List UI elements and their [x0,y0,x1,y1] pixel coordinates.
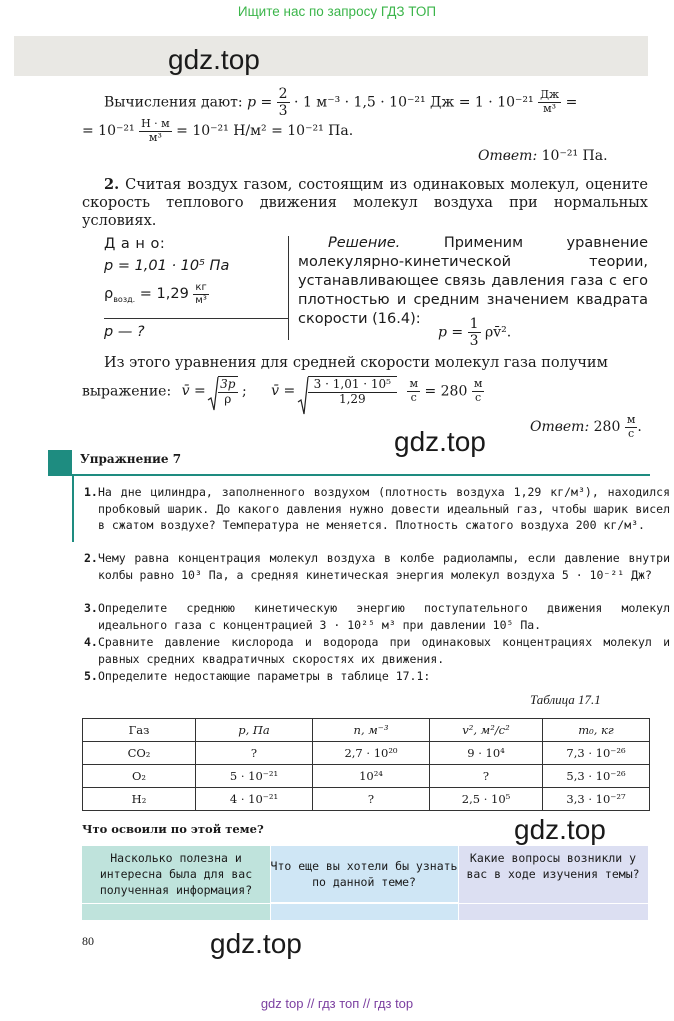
solution-line: Из этого уравнения для средней скорости молекул газа получим [104,355,608,371]
table-header: m₀, кг [543,719,650,742]
page-number: 80 [82,934,94,948]
table-cell: ? [430,765,543,788]
reflection-col-1: Насколько полезна и интересна была для вас полученная информация? [82,846,270,906]
footer-links[interactable]: gdz top // гдз топ // гдз top [260,996,414,1011]
table-cell: ? [196,742,313,765]
table-row [83,742,650,765]
reflection-divider [458,846,459,920]
exercise-side-rule [72,476,74,542]
table-cell: H₂ [83,788,196,811]
reflection-cell-2[interactable] [270,904,458,920]
table-cell: O₂ [83,765,196,788]
table-header: Газ [83,719,196,742]
given-vertical-line [288,236,289,340]
given-divider [104,318,288,319]
given-find: p — ? [104,324,145,340]
calc-line-1 [104,86,577,119]
given-density: $\rho_{возд.} = 1,29$ $\frac{кг}{\text{м³}}$ [104,282,207,306]
task-2-number: 2. [104,176,120,193]
calc-fraction: $\frac{2}{3}$ [278,86,288,120]
reflection-table [82,846,648,920]
calc-line2-end: = 10⁻²¹ Н/м² = 10⁻²¹ Па. [176,123,354,140]
exercise-item-4: 4. Сравните давление кислорода и водорода при одинаковых концентрациях молекул и равных средних квадратичных скоростях их движения. [84,635,670,666]
table-row [83,788,650,811]
table-header: p, Па [196,719,313,742]
answer-label: Ответ: [478,148,538,164]
solution-text: Решение. Применим уравнение молекулярно-кинетической теории, устанавливающее связь давления газа с его плотностью и средним значением квадрата скорости (16.4): [298,235,648,327]
table-cell: 10²⁴ [313,765,430,788]
solution-formula: p = $\frac{1}{3}$ ρv̄². [438,316,512,350]
top-banner[interactable]: Ищите нас по запросу ГДЗ ТОП [237,4,437,19]
table-cell: CO₂ [83,742,196,765]
watermark: gdz.top [514,814,606,845]
table-header: v², м²/с² [430,719,543,742]
answer-1 [478,148,608,164]
answer-2: Ответ: 280 $\frac{м}{с}$ . [530,413,642,440]
sqrt-sign-2 [297,376,309,416]
answer-value: 10⁻²¹ Па. [541,148,608,164]
reflection-cell-1[interactable] [82,904,270,920]
table-cell: 4 · 10⁻²¹ [196,788,313,811]
table-caption: Таблица 17.1 [530,692,601,707]
sqrt-sign [207,376,219,412]
calc-line2-start: = 10⁻²¹ [82,123,135,140]
watermark: gdz.top [210,928,302,959]
calc-p: p = [247,94,273,111]
task-2 [82,176,648,230]
exercise-marker [48,450,72,476]
table-cell: 2,5 · 10⁵ [430,788,543,811]
calc-eq: = [565,94,578,111]
table-cell: 7,3 · 10⁻²⁶ [543,742,650,765]
exercise-item-3: 3. Определите среднюю кинетическую энергию поступательного движения молекул идеального газа с концентрацией 3 · 10²⁵ м³ при давлении 10⁵ Па. [84,601,670,632]
exercise-item-2: 2. Чему равна концентрация молекул воздуха в колбе радиолампы, если давление внутри колбы равно 10³ Па, а средняя кинетическая энергия молекул воздуха 5 · 10⁻²¹ Дж? [84,551,670,582]
table-cell: ? [313,788,430,811]
reflection-col-2: Что еще вы хотели бы узнать по данной теме? [270,846,458,902]
table-cell: 2,7 · 10²⁰ [313,742,430,765]
table-header-row [83,719,650,742]
reflection-title: Что освоили по этой теме? [82,822,264,836]
calc-intro: Вычисления дают: [104,94,243,111]
table-cell: 3,3 · 10⁻²⁷ [543,788,650,811]
watermark: gdz.top [394,426,486,457]
reflection-col-3: Какие вопросы возникли у вас в ходе изучения темы? [458,846,648,906]
speed-expression: выражение: v̄ = $\frac{3p}{\rho}$ ; v̄ = $\frac{\text{3 · 1,01 · 10⁵}}{1,29}$ $\frac{м}{с}$ = 280 $\frac{м}{с}$ [82,376,484,416]
watermark: gdz.top [168,44,260,75]
calc-unit: $\frac{Дж}{\text{м³}}$ [540,88,560,116]
table-cell: 5,3 · 10⁻²⁶ [543,765,650,788]
header-strip [14,36,648,76]
reflection-divider [270,846,271,920]
solution-label: Решение. [328,235,401,251]
calc-line-2 [82,118,353,144]
table-header: n, м⁻³ [313,719,430,742]
given-pressure: p = 1,01 · 10⁵ Па [104,258,230,274]
exercise-rule [72,474,650,476]
exercise-item-5: 5. Определите недостающие параметры в таблице 17.1: [84,669,431,683]
given-title: Д а н о: [104,236,166,252]
task-2-text: Считая воздух газом, состоящим из одинаковых молекул, оцените скорость теплового движения молекул воздуха при нормальных условиях. [82,177,648,229]
calc-mid: · 1 м⁻³ · 1,5 · 10⁻²¹ Дж = 1 · 10⁻²¹ [294,94,534,111]
data-table [82,718,650,811]
reflection-divider [82,903,648,904]
table-row [83,765,650,788]
table-cell: 9 · 10⁴ [430,742,543,765]
reflection-cell-3[interactable] [458,904,648,920]
exercise-title: Упражнение 7 [80,452,182,466]
table-cell: 5 · 10⁻²¹ [196,765,313,788]
exercise-item-1: 1. На дне цилиндра, заполненного воздухом (плотность воздуха 1,29 кг/м³), находился пробковый шарик. До какого давления нужно довести идеальный газ, чтобы шарик висел в сжатом воздухе? Температура не меняется. Плотность сжатого воздуха 200 кг/м³. [84,485,670,532]
calc-unit-2: $\frac{Н \cdot м}{\text{м³}}$ [141,117,170,144]
